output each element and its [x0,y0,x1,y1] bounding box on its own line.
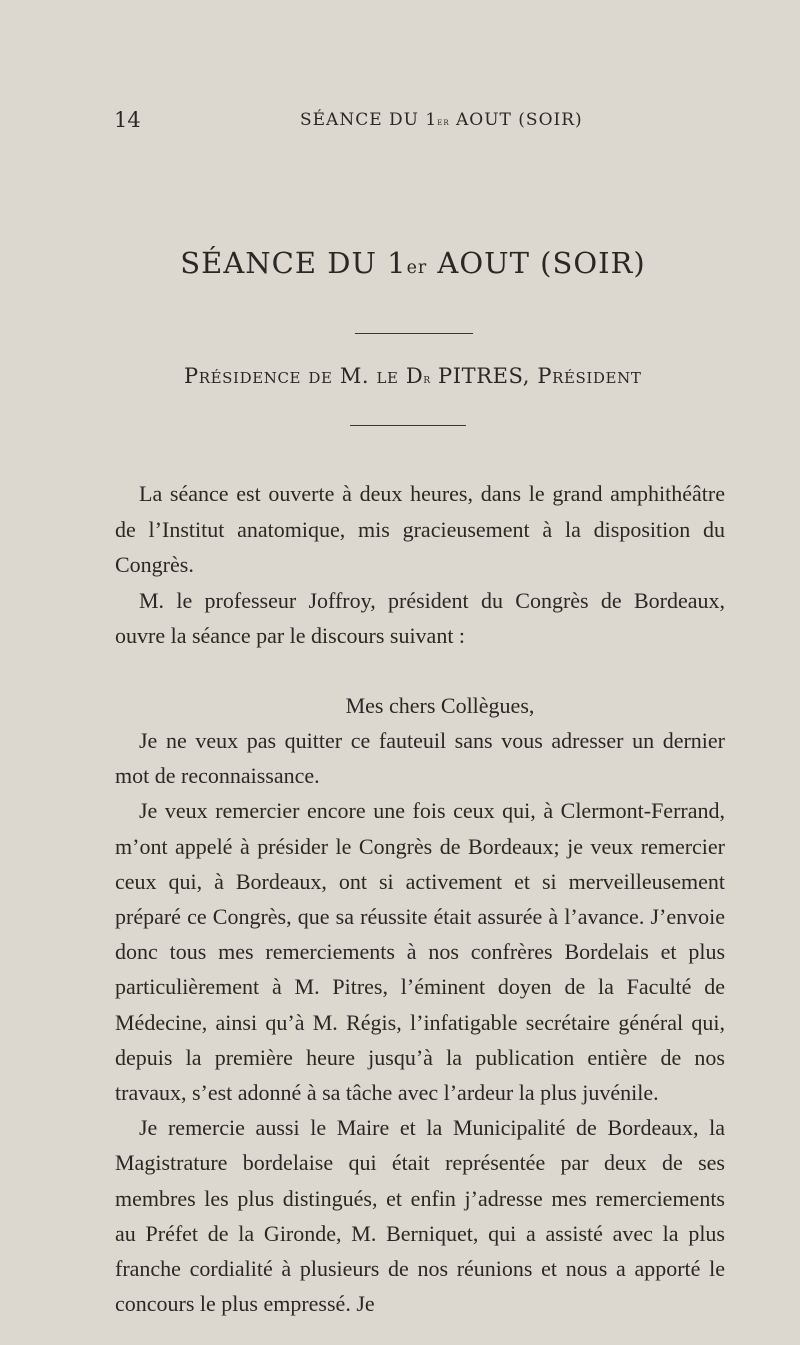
page-number: 14 [114,108,141,132]
body-text [115,476,725,1321]
running-title-rest: AOUT (SOIR) [449,110,583,130]
heading-rest: AOUT (SOIR) [427,246,646,280]
heading-main: SÉANCE DU 1 [180,246,407,280]
paragraph-opening: La séance est ouverte à deux heures, dans le grand amphithéâtre de l’Institut anatomique, mis gracieusement à la disposition du Congrès. [115,481,725,577]
divider-rule-top [355,333,473,334]
presidency-start: Présidence de M. le D [184,364,424,388]
paragraph-speech-3: Je remercie aussi le Maire et la Municipalité de Bordeaux, la Magistrature bordelaise qui était représentée par deux de ses membres les plus distingués, et enfin j’adresse mes remerciements au Préfet de la Gironde, M. Berniquet, qui a assisté avec la plus franche cordialité à plusieurs de nos réunions et nous a apporté le concours le plus empressé. Je [115,1115,725,1317]
presidency-line [184,364,684,388]
speech [115,723,725,1321]
salutation: Mes chers Collègues, [345,692,535,718]
paragraph-speech-2: Je veux remercier encore une fois ceux qui, à Clermont-Ferrand, m’ont appelé à présider le Congrès de Bordeaux; je veux remercier ceux qui, à Bordeaux, ont si activement et si merveilleusement préparé ce Congrès, que sa réussite était assurée à l’avance. J’envoie donc tous mes remerciements à nos confrères Bordelais et plus particulièrement à M. Pitres, l’éminent doyen de la Faculté de Médecine, ainsi qu’à M. Régis, l’infatigable secrétaire général qui, depuis la première heure jusqu’à la publication entière de nos travaux, s’est adonné à sa tâche avec l’ardeur la plus juvénile. [115,798,725,1106]
section-heading [0,246,800,280]
running-head [0,108,800,138]
heading-sup: er [406,258,428,278]
presidency-sup: r [423,371,431,386]
divider-rule-bottom [350,425,466,426]
paragraph-discourse-intro: M. le professeur Joffroy, président du Congrès de Bordeaux, ouvre la séance par le discours suivant : [115,587,725,648]
running-title-main: SÉANCE DU 1 [300,110,438,130]
paragraph-speech-1: Je ne veux pas quitter ce fauteuil sans vous adresser un dernier mot de reconnaissance. [115,728,725,789]
running-title [300,110,583,130]
presidency-rest: PITRES, Président [430,364,642,388]
running-title-sup: er [437,117,450,128]
